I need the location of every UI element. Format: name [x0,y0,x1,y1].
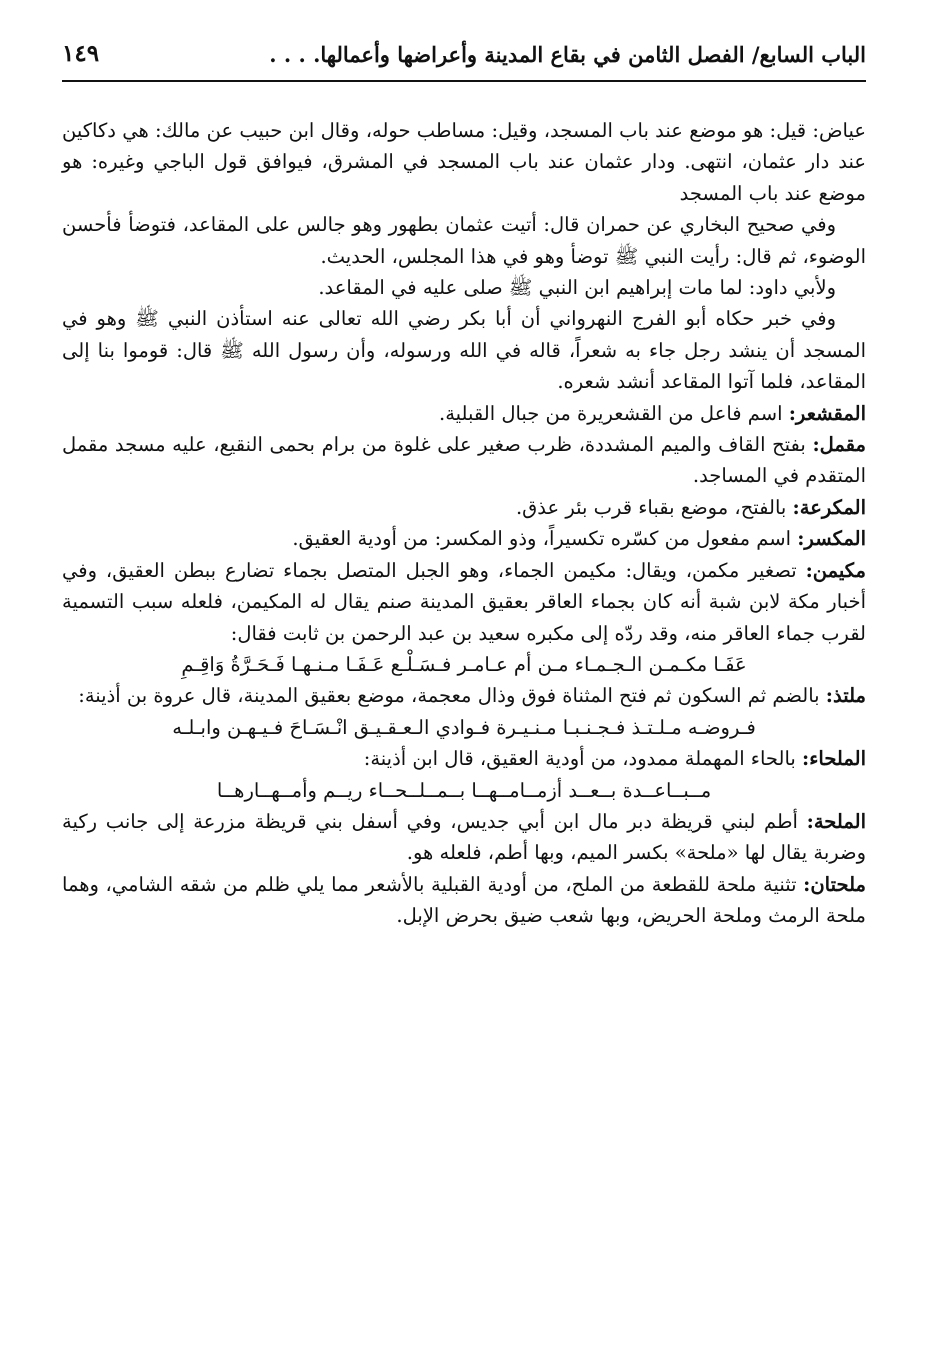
paragraph-iyad: عياض: قيل: هو موضع عند باب المسجد، وقيل: مساطب حوله، وقال ابن حبيب عن مالك: هي دكاكين عند دار عثمان، انتهى. ودار عثمان عند باب المسجد في المشرق، فيوافق قول الباجي وغيره: هو موضع عند باب المسجد [62,119,866,205]
entry-muqshair [62,398,866,429]
entry-term: مقمل: [812,433,866,457]
entry-muqmil [62,429,866,492]
entry-mukria [62,492,866,523]
running-header [62,36,866,76]
paragraph-bukhari: وفي صحيح البخاري عن حمران قال: أتيت عثمان بطهور وهو جالس على المقاعد، فتوضأ فأحسن الوضوء، ثم قال: رأيت النبي ﷺ توضأ وهو في هذا المجلس، الحديث. [62,213,866,268]
chapter-title: الباب السابع/ الفصل الثامن في بقاع المدينة وأعراضها وأعمالها. . . . [269,42,866,67]
entry-milhatan [62,869,866,932]
entry-multadh [62,680,866,711]
entry-text: اسم فاعل من القشعريرة من جبال القبلية. [439,401,789,425]
entry-term: الملحة: [806,809,866,833]
poem-verse: فـروضـه مـلـتـذ فـجـنـبـا مـنـيـرة فـوادي الـعـقـيـق انْـسَـاحَ فـيـهـن وابـلـه [172,715,756,739]
entry-term: الملحاء: [802,747,866,771]
entry-term: المقشعر: [788,401,866,425]
entry-term: ملتذ: [825,684,866,708]
paragraph-nahrawani: وفي خبر حكاه أبو الفرج النهرواني أن أبا بكر رضي الله تعالى عنه استأذن النبي ﷺ وهو في المسجد أن ينشد رجل جاء به شعراً، قاله في الله ورسوله، وأن رسول الله ﷺ قال: قوموا بنا إلى المقاعد، فلما آتوا المقاعد أنشد شعره. [62,307,866,394]
page-number: ١٤٩ [62,40,100,67]
entry-muksir [62,523,866,554]
entry-term: مكيمن: [805,558,866,582]
poem-verse: عَفَـا مكـمـن الـجـمـاء مـن أم عـامـر فـسَـلْـع عَـفَـا مـنـهـا فَـحَـرَّةُ وَاقِـمِ [181,652,747,676]
entry-milha [62,743,866,774]
entry-mukaymin [62,555,866,649]
header-divider [62,80,866,82]
paragraph-abu-dawud: ولأبي داود: لما مات إبراهيم ابن النبي ﷺ صلى عليه في المقاعد. [318,276,836,300]
entry-text: بالحاء المهملة ممدود، من أودية العقيق، قال ابن أذينة: [363,747,803,771]
entry-term: المكرعة: [792,495,866,519]
entry-milha-fortress [62,806,866,869]
entry-text: تثنية ملحة للقطعة من الملح، من أودية القبلية بالأشعر مما يلي ظلم من شقه الشامي، وهما ملحة الرمث وملحة الحريض، وبها شعب ضيق بحرض الإبل. [62,872,866,928]
page-body [62,115,866,932]
entry-text: بفتح القاف والميم المشددة، ظرب صغير على غلوة من برام بحمى النقيع، عليه مسجد مقمل المتقدم في المساجد. [62,433,866,488]
entry-term: المكسر: [797,527,866,551]
entry-text: أطم لبني قريظة دبر مال ابن أبي جديس، وفي أسفل بني قريظة مزرعة إلى جانب ركية وضربة يقال لها «ملحة» بكسر الميم، وبها أطم، فلعله هو. [62,809,866,865]
entry-text: تصغير مكمن، ويقال: مكيمن الجماء، وهو الجبل المتصل بجماء تضارع ببطن العقيق، وفي أخبار مكة لابن شبة أنه كان بجماء العاقر بعقيق المدينة صنم يقال له المكيمن، فلعله سبب التسمية لقرب جماء العاقر منه، وقد ردّه إلى مكبره سعيد بن عبد الرحمن بن ثابت فقال: [62,558,866,645]
entry-text: بالفتح، موضع بقباء قرب بئر عذق. [515,495,793,519]
entry-text: بالضم ثم السكون ثم فتح المثناة فوق وذال معجمة، موضع بعقيق المدينة، قال عروة بن أذينة: [78,684,826,708]
poem-verse: مــبــاعــدة بــعــد أزمــامــهــا بــمــلــحــاء ريــم وأمــهــارهــا [216,778,712,802]
entry-term: ملحتان: [803,872,866,896]
entry-text: اسم مفعول من كسّره تكسيراً، وذو المكسر: من أودية العقيق. [292,527,798,551]
